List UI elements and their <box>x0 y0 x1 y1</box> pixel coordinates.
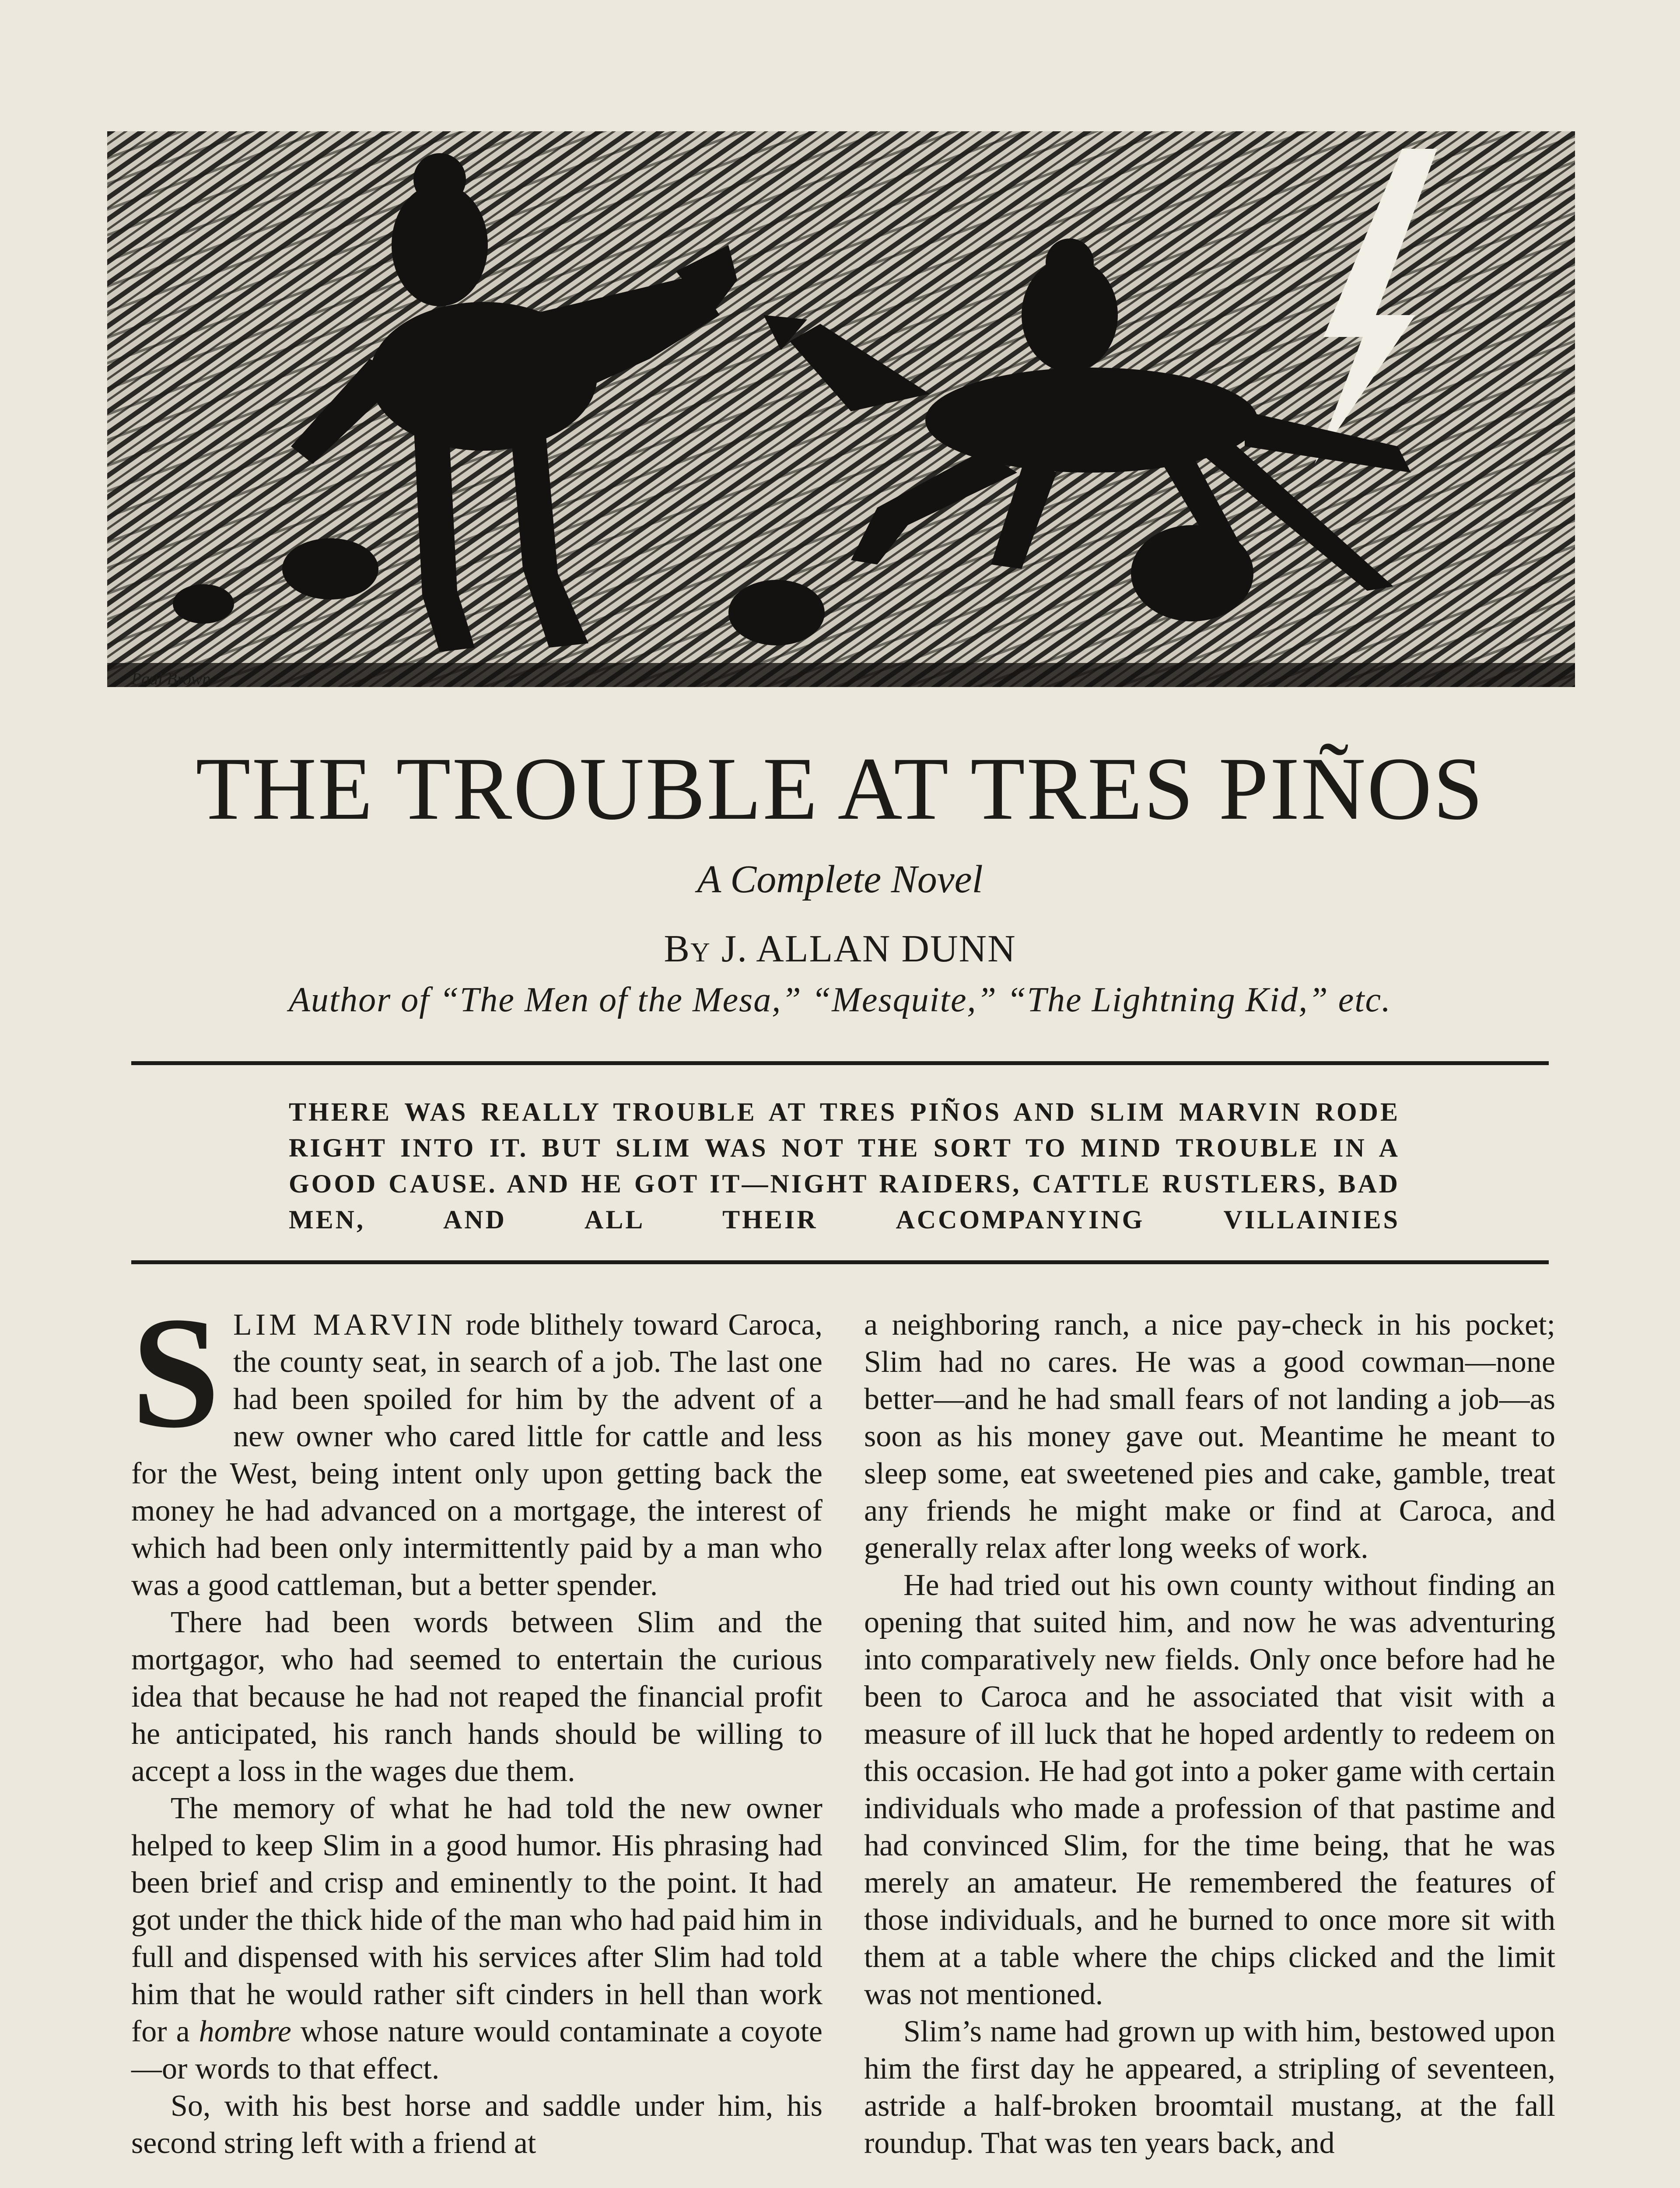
byline <box>0 930 1680 968</box>
paragraph: Slim’s name had grown up with him, bestowed upon him the first day he appeared, a stripling of seventeen, astride a half-broken broomtail mustang, at the fall roundup. That was ten years back, and <box>864 2015 1555 2160</box>
bottom-rule <box>131 1260 1549 1264</box>
paragraph: There had been words between Slim and the mortgagor, who had seemed to entertain the curious idea that because he had not reaped the financial profit he anticipated, his ranch hands should be willing to accept a loss in the wages due them. <box>131 1606 822 1788</box>
paragraph-text: whose nature would contaminate a coyote—or words to that effect. <box>131 2015 822 2086</box>
storm-riders-illustration <box>107 131 1575 687</box>
paragraph-text: The memory of what he had told the new owner helped to keep Slim in a good humor. His phrasing had been brief and crisp and eminently to the point. It had got under the thick hide of the man who had paid him in full and dispensed with his services after Slim had told him that he would rather sift cinders in hell than work for a <box>131 1792 822 2048</box>
by-label: By <box>664 928 711 970</box>
paragraph <box>131 1790 822 2087</box>
paragraph <box>131 1284 822 1604</box>
body-column-right <box>864 1306 1555 2188</box>
drop-cap: S <box>131 1284 220 1461</box>
paragraph-text: rode blithely toward Caroca, the county seat, in search of a job. The last one had been spoiled for him by the advent of a new owner who cared little for cattle and less for the West, being intent only upon getting back the money he had advanced on a mortgage, the interest of which had been only intermittently paid by a man who was a good cattleman, but a better spender. <box>131 1308 822 1602</box>
lead-caps: LIM MARVIN <box>233 1308 456 1342</box>
illustrator-signature: Paul Brown <box>131 670 211 688</box>
teaser-blurb: THERE WAS REALLY TROUBLE AT TRES PIÑOS AND SLIM MARVIN RODE RIGHT INTO IT. BUT SLIM WAS NOT THE SORT TO MIND TROUBLE IN A GOOD CAUSE. AND HE GOT IT—NIGHT RAIDERS, CATTLE RUSTLERS, BAD MEN, AND ALL THEIR ACCOMPANYING VILLAINIES <box>289 1098 1400 1234</box>
author-name: J. ALLAN DUNN <box>721 928 1016 970</box>
paragraph: a neighboring ranch, a nice pay-check in his pocket; Slim had no cares. He was a good cowman—none better—and he had small fears of not landing a job—as soon as his money gave out. Meantime he meant to sleep some, eat sweetened pies and cake, gamble, treat any friends he might make or find at Caroca, and generally relax after long weeks of work. <box>864 1308 1555 1565</box>
italic-word: hombre <box>199 2015 291 2048</box>
story-title: THE TROUBLE AT TRES PIÑOS <box>196 739 1484 838</box>
body-column-left <box>131 1284 822 2188</box>
top-rule <box>131 1061 1549 1065</box>
paragraph: He had tried out his own county without finding an opening that suited him, and now he was adventuring into comparatively new fields. Only once before had he been to Caroca and he associated that visit with a measure of ill luck that he hoped ardently to redeem on this occasion. He had got into a poker game with certain individuals who made a profession of that pastime and had convinced Slim, for the time being, that he was merely an amateur. He remembered the features of those individuals, and he burned to once more sit with them at a table where the chips clicked and the limit was not mentioned. <box>864 1568 1555 2011</box>
story-subtitle: A Complete Novel <box>697 858 983 901</box>
paragraph: So, with his best horse and saddle under him, his second string left with a friend at <box>131 2089 822 2160</box>
author-credits: Author of “The Men of the Mesa,” “Mesquite,” “The Lightning Kid,” etc. <box>288 981 1392 1019</box>
